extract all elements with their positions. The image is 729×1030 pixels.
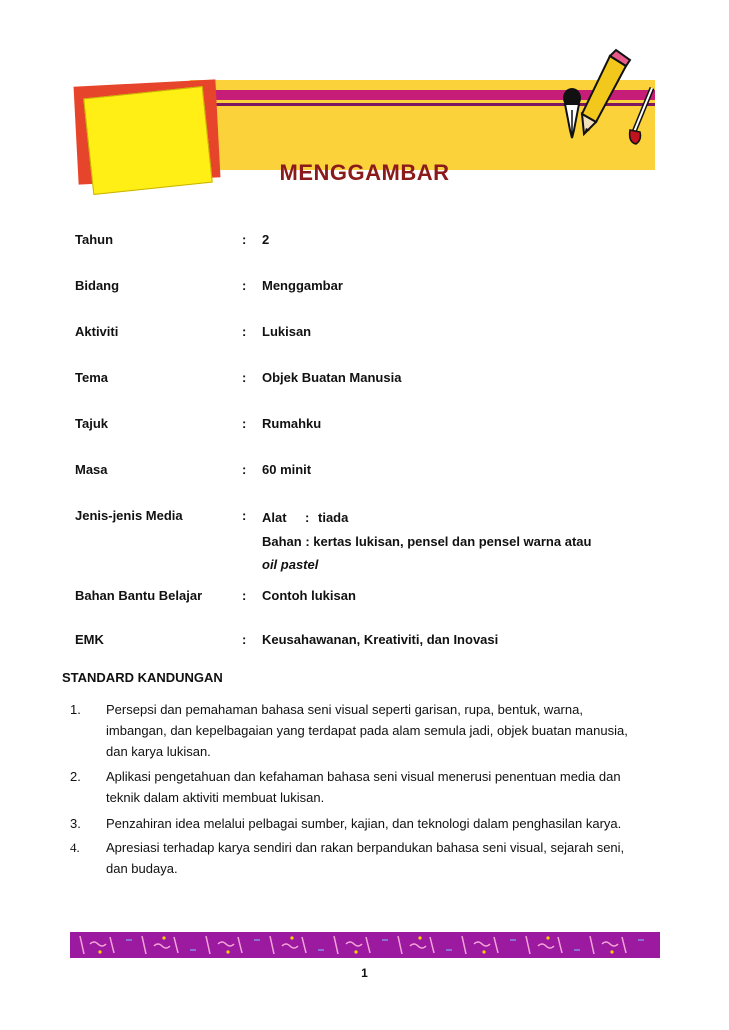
media-alat-label: Alat <box>262 510 287 525</box>
colon-media: : <box>242 508 247 523</box>
standard-item-line: Aplikasi pengetahuan dan kefahaman bahasa seni visual menerusi penentuan media dan <box>106 769 621 784</box>
media-alat-value: tiada <box>318 510 349 525</box>
standard-item-text <box>106 813 666 834</box>
colon-emk: : <box>242 632 247 647</box>
standard-item-line: teknik dalam aktiviti membuat lukisan. <box>106 790 325 805</box>
section-heading-standard-kandungan: STANDARD KANDUNGAN <box>62 670 223 685</box>
standard-item-line: dan budaya. <box>106 861 178 876</box>
colon-tahun: : <box>242 232 247 247</box>
standard-item-number: 3. <box>70 816 81 831</box>
label-emk: EMK <box>75 632 104 647</box>
value-bidang: Menggambar <box>262 278 343 293</box>
value-tema: Objek Buatan Manusia <box>262 370 402 385</box>
colon-tema: : <box>242 370 247 385</box>
page-title: MENGGAMBAR <box>279 160 450 185</box>
label-aktiviti: Aktiviti <box>75 324 119 339</box>
standard-item-text <box>106 837 666 879</box>
media-bahan-cont: oil pastel <box>262 557 319 572</box>
value-emk: Keusahawanan, Kreativiti, dan Inovasi <box>262 632 499 647</box>
colon-masa: : <box>242 462 247 477</box>
pen-nib-icon <box>563 88 581 138</box>
colon-bahan-bantu-belajar: : <box>242 588 247 603</box>
value-tahun: 2 <box>262 232 270 247</box>
value-bahan-bantu-belajar: Contoh lukisan <box>262 588 356 603</box>
value-aktiviti: Lukisan <box>262 324 312 339</box>
pencil-icon <box>582 50 630 134</box>
standard-item-text <box>106 766 666 808</box>
standard-item-number: 1. <box>70 702 81 717</box>
standard-item-line: Penzahiran idea melalui pelbagai sumber, kajian, dan teknologi dalam penghasilan karya. <box>106 816 622 831</box>
standard-item-text <box>106 699 666 762</box>
page-number: 1 <box>361 966 368 980</box>
label-tema: Tema <box>75 370 108 385</box>
label-bahan-bantu-belajar: Bahan Bantu Belajar <box>75 588 203 603</box>
standard-item-line: Apresiasi terhadap karya sendiri dan rakan berpandukan bahasa seni visual, sejarah seni, <box>106 840 625 855</box>
standard-item-line: dan karya lukisan. <box>106 744 211 759</box>
colon-bidang: : <box>242 278 247 293</box>
value-tajuk: Rumahku <box>262 416 322 431</box>
label-masa: Masa <box>75 462 108 477</box>
footer-decorative-bar <box>70 932 660 958</box>
standard-item-line: imbangan, dan kepelbagaian yang terdapat pada alam semula jadi, objek buatan manusia, <box>106 723 628 738</box>
media-alat-colon: : <box>305 510 310 525</box>
standard-item-line: Persepsi dan pemahaman bahasa seni visual seperti garisan, rupa, bentuk, warna, <box>106 702 583 717</box>
drawing-tools-illustration <box>548 48 658 148</box>
label-tahun: Tahun <box>75 232 114 247</box>
paintbrush-icon <box>630 88 652 144</box>
standard-item-number: 2. <box>70 769 81 784</box>
colon-aktiviti: : <box>242 324 247 339</box>
standard-item-number: 4. <box>70 840 80 855</box>
media-bahan-line: Bahan : kertas lukisan, pensel dan pensel warna atau <box>262 534 592 549</box>
label-tajuk: Tajuk <box>75 416 108 431</box>
label-media: Jenis-jenis Media <box>75 508 183 523</box>
value-masa: 60 minit <box>262 462 312 477</box>
label-bidang: Bidang <box>75 278 120 293</box>
colon-tajuk: : <box>242 416 247 431</box>
